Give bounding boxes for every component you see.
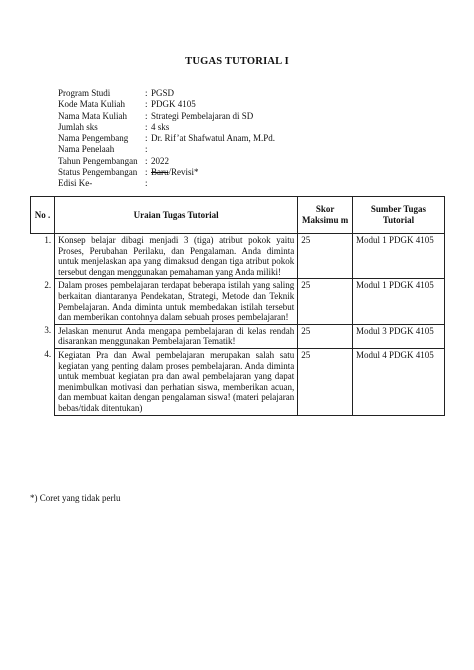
tutorial-table [30, 196, 445, 416]
max-score: 25 [298, 234, 353, 279]
header-skor: Skor Maksimu m [298, 197, 353, 234]
task-description: Jelaskan menurut Anda mengapa pembelajaran di kelas rendah disarankan menggunakan Pembelajaran Tematik! [55, 324, 298, 348]
meta-value: Dr. Rif’at Shafwatul Anam, M.Pd. [151, 133, 275, 144]
max-score: 25 [298, 324, 353, 348]
meta-row-kode-mata-kuliah [58, 99, 275, 110]
meta-row-program-studi [58, 88, 275, 99]
meta-row-status-pengembangan [58, 167, 275, 178]
header-uraian: Uraian Tugas Tutorial [55, 197, 298, 234]
row-number: 2. [44, 279, 52, 290]
row-number: 4. [44, 349, 52, 360]
table-row [31, 279, 445, 324]
meta-value: PGSD [151, 88, 175, 98]
meta-value [151, 167, 199, 178]
status-rest: /Revisi* [168, 167, 199, 178]
table-header-row [31, 197, 445, 234]
meta-row-jumlah-sks [58, 122, 275, 133]
meta-colon: : [145, 167, 148, 178]
meta-colon: : [145, 99, 148, 110]
meta-row-edisi [58, 178, 275, 189]
meta-colon: : [145, 133, 148, 144]
table-row [31, 324, 445, 348]
task-description: Dalam proses pembelajaran terdapat beberapa istilah yang saling berkaitan diantaranya Pendekatan, Strategi, Metode dan Teknik Pembelajaran. Anda diminta untuk membedakan istilah tersebut dan memberikan contohnya dalam sebuah proses pembelajaran! [55, 279, 298, 324]
footnote: *) Coret yang tidak perlu [30, 493, 121, 503]
task-description: Konsep belajar dibagi menjadi 3 (tiga) atribut pokok yaitu Proses, Perubahan Perilaku, dan Pengalaman. Anda diminta untuk menjelaskan apa yang dimaksud dengan tiga atribut pokok tersebut dengan menggunakan pemahaman yang Anda miliki! [55, 234, 298, 279]
meta-value: 2022 [151, 155, 169, 166]
meta-colon: : [145, 155, 148, 166]
meta-label: Kode Mata Kuliah [58, 99, 125, 110]
table-row [31, 234, 445, 279]
row-number: 1. [44, 235, 52, 245]
meta-row-nama-penelaah [58, 144, 275, 155]
header-sumber: Sumber Tugas Tutorial [352, 197, 444, 234]
task-source: Modul 1 PDGK 4105 [352, 279, 444, 324]
task-source: Modul 3 PDGK 4105 [352, 324, 444, 348]
meta-colon: : [145, 88, 148, 98]
meta-label: Nama Penelaah [58, 144, 115, 155]
meta-row-nama-pengembang [58, 133, 275, 144]
task-description: Kegiatan Pra dan Awal pembelajaran merupakan salah satu kegiatan yang penting dalam proses pembelajaran. Anda diminta untuk membuat kegiatan pra dan awal pembelajaran yang dapat menimbulkan motivasi dan perhatian siswa, memberikan acuan, dan membuat kaitan dengan pengalaman siswa! (materi pelajaran bebas/tidak ditentukan) [55, 348, 298, 415]
meta-label: Program Studi [58, 88, 111, 98]
meta-colon: : [145, 110, 148, 121]
max-score: 25 [298, 348, 353, 415]
meta-label: Nama Mata Kuliah [58, 110, 127, 121]
meta-value: Strategi Pembelajaran di SD [151, 110, 254, 121]
task-source: Modul 4 PDGK 4105 [352, 348, 444, 415]
meta-colon: : [145, 121, 148, 132]
task-source: Modul 1 PDGK 4105 [352, 234, 444, 279]
max-score: 25 [298, 279, 353, 324]
meta-row-nama-mata-kuliah [58, 111, 275, 122]
document-title: TUGAS TUTORIAL I [185, 56, 289, 67]
header-no: No . [31, 197, 55, 234]
table-row [31, 348, 445, 415]
meta-label: Status Pengembangan [58, 167, 138, 178]
meta-label: Edisi Ke- [58, 178, 93, 189]
meta-value: 4 sks [151, 121, 170, 132]
meta-colon: : [145, 178, 148, 189]
meta-label: Nama Pengembang [58, 133, 129, 144]
meta-row-tahun-pengembangan [58, 156, 275, 167]
row-number: 3. [44, 325, 52, 336]
course-info [58, 88, 275, 190]
meta-label: Jumlah sks [58, 121, 98, 132]
meta-colon: : [145, 144, 148, 155]
meta-value: PDGK 4105 [151, 99, 196, 110]
struck-status: Baru [151, 167, 169, 178]
meta-label: Tahun Pengembangan [58, 155, 138, 166]
